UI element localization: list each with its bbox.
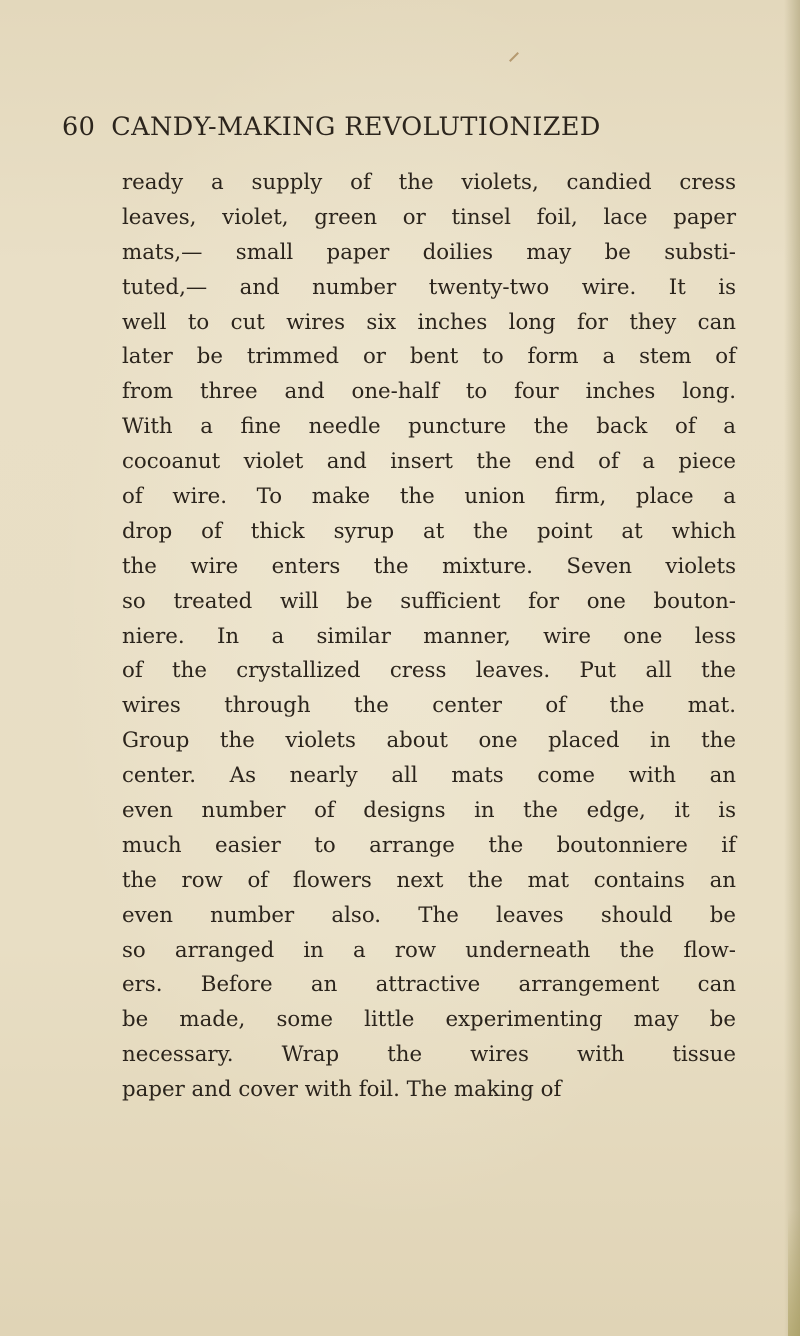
text-line: so treated will be sufficient for one bouton-: [122, 588, 736, 614]
text-line: ers. Before an attractive arrangement can: [122, 972, 736, 998]
text-line: tuted,— and number twenty-two wire. It is: [122, 274, 736, 300]
text-line: of wire. To make the union firm, place a: [122, 484, 736, 510]
running-header: [62, 112, 752, 142]
text-line: wires through the center of the mat.: [122, 693, 736, 719]
text-line: paper and cover with foil. The making of: [122, 1077, 562, 1103]
text-line: from three and one-half to four inches long.: [122, 379, 736, 405]
text-line: much easier to arrange the boutonniere if: [122, 832, 736, 858]
page-number: 60: [62, 112, 96, 142]
pencil-mark: [509, 52, 519, 62]
text-line: well to cut wires six inches long for they can: [122, 309, 736, 335]
text-line: mats,— small paper doilies may be substi-: [122, 239, 736, 265]
text-line: ready a supply of the violets, candied cress: [122, 170, 736, 195]
text-line: be made, some little experimenting may be: [122, 1007, 736, 1033]
page-edge-shadow: [784, 0, 800, 1336]
text-line: so arranged in a row underneath the flow-: [122, 937, 736, 963]
body-paragraph: [122, 166, 736, 1108]
page-stain: [788, 1210, 800, 1336]
running-title: CANDY-MAKING REVOLUTIONIZED: [111, 112, 601, 142]
text-line: even number of designs in the edge, it is: [122, 798, 736, 824]
text-line: niere. In a similar manner, wire one less: [122, 623, 736, 649]
text-line: of the crystallized cress leaves. Put all the: [122, 658, 736, 684]
text-line: center. As nearly all mats come with an: [122, 763, 736, 789]
text-line: the wire enters the mixture. Seven violets: [122, 553, 736, 579]
text-line: leaves, violet, green or tinsel foil, lace paper: [122, 204, 736, 230]
text-line: Group the violets about one placed in the: [122, 728, 736, 754]
text-line: drop of thick syrup at the point at which: [122, 518, 736, 544]
text-line: necessary. Wrap the wires with tissue: [122, 1042, 736, 1068]
text-line: the row of flowers next the mat contains an: [122, 867, 736, 893]
text-line: cocoanut violet and insert the end of a piece: [122, 449, 736, 475]
text-line: later be trimmed or bent to form a stem of: [122, 344, 736, 370]
text-line: With a fine needle puncture the back of a: [122, 414, 736, 440]
text-line: even number also. The leaves should be: [122, 902, 736, 928]
